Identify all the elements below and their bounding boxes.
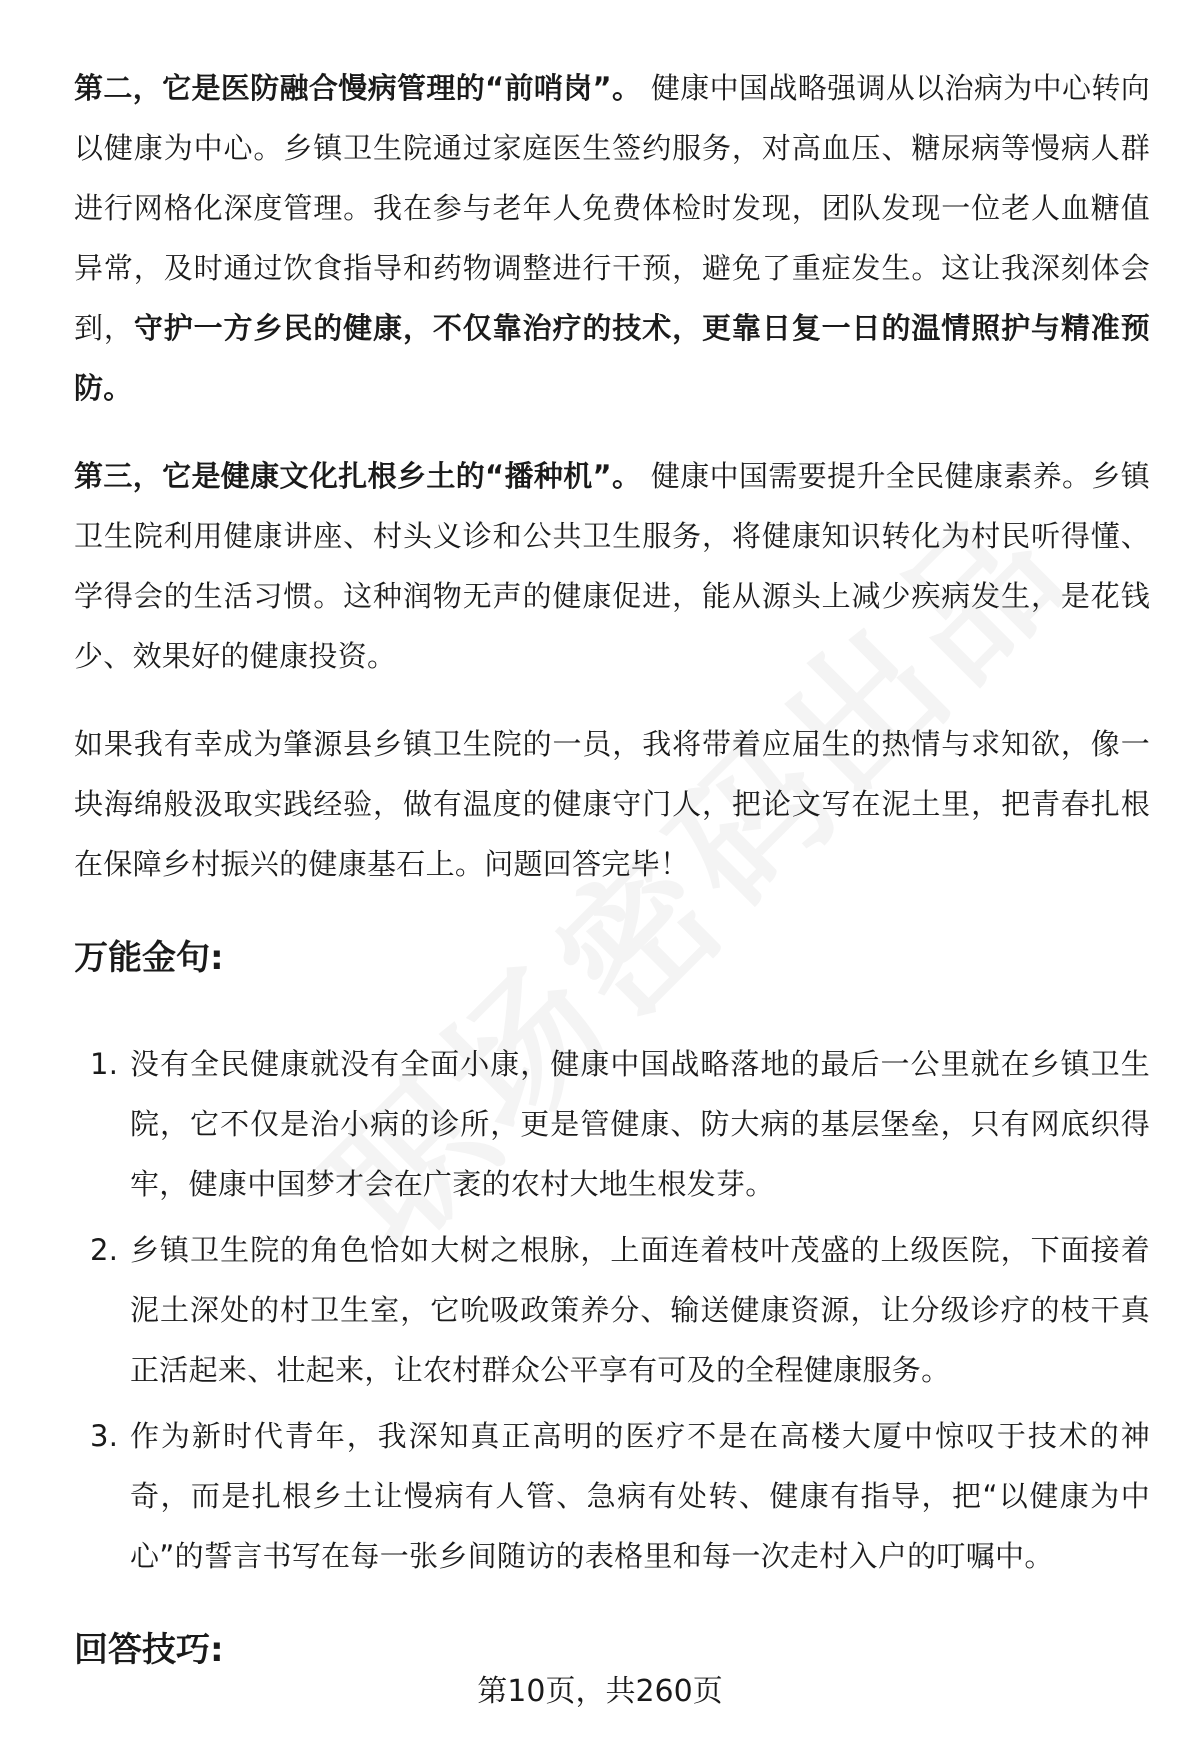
paragraph-body: 健康中国需要提升全民健康素养。乡镇卫生院利用健康讲座、村头义诊和公共卫生服务，将健康知识转化为村民听得懂、学得会的生活习惯。这种润物无声的健康促进，能从源头上减少疾病发生，是花钱少、效果好的健康投资。 xyxy=(74,459,1150,673)
paragraph-lead: 第二，它是医防融合慢病管理的“前哨岗”。 xyxy=(74,71,642,105)
answer-tips-heading: 回答技巧: xyxy=(74,1630,224,1670)
paragraph-body: 如果我有幸成为肇源县乡镇卫生院的一员，我将带着应届生的热情与求知欲，像一块海绵般汲取实践经验，做有温度的健康守门人，把论文写在泥土里，把青春扎根在保障乡村振兴的健康基石上。问题回答完毕！ xyxy=(74,727,1150,881)
paragraph-lead: 第三，它是健康文化扎根乡土的“播种机”。 xyxy=(74,459,642,493)
list-item-text: 作为新时代青年，我深知真正高明的医疗不是在高楼大厦中惊叹于技术的神奇，而是扎根乡土让慢病有人管、急病有处转、健康有指导，把“以健康为中心”的誓言书写在每一张乡间随访的表格里和每一次走村入户的叮嘱中。 xyxy=(130,1419,1150,1573)
golden-quotes-list xyxy=(74,1034,1150,1586)
paragraph-second-point xyxy=(74,58,1150,418)
paragraph-third-point xyxy=(74,446,1150,686)
paragraph-conclusion xyxy=(74,714,1150,894)
list-item xyxy=(74,1220,1150,1400)
paragraph-body: 健康中国战略强调从以治病为中心转向以健康为中心。乡镇卫生院通过家庭医生签约服务，对高血压、糖尿病等慢病人群进行网格化深度管理。我在参与老年人免费体检时发现，团队发现一位老人血糖值异常，及时通过饮食指导和药物调整进行干预，避免了重症发生。这让我深刻体会到， xyxy=(74,71,1150,345)
paragraph-emphasis: 守护一方乡民的健康，不仅靠治疗的技术，更靠日复一日的温情照护与精准预防。 xyxy=(74,311,1150,405)
list-item xyxy=(74,1406,1150,1586)
list-item-number: 2. xyxy=(90,1233,119,1267)
list-item-number: 3. xyxy=(90,1419,119,1453)
list-item-text: 没有全民健康就没有全面小康，健康中国战略落地的最后一公里就在乡镇卫生院，它不仅是治小病的诊所，更是管健康、防大病的基层堡垒，只有网底织得牢，健康中国梦才会在广袤的农村大地生根发芽。 xyxy=(130,1047,1150,1201)
list-item xyxy=(74,1034,1150,1214)
document-page xyxy=(74,58,1150,1680)
list-item-number: 1. xyxy=(90,1047,119,1081)
page-number-footer: 第10页，共260页 xyxy=(477,1674,723,1709)
golden-quotes-heading: 万能金句: xyxy=(74,938,224,978)
list-item-text: 乡镇卫生院的角色恰如大树之根脉，上面连着枝叶茂盛的上级医院，下面接着泥土深处的村卫生室，它吮吸政策养分、输送健康资源，让分级诊疗的枝干真正活起来、壮起来，让农村群众公平享有可及的全程健康服务。 xyxy=(130,1233,1150,1387)
